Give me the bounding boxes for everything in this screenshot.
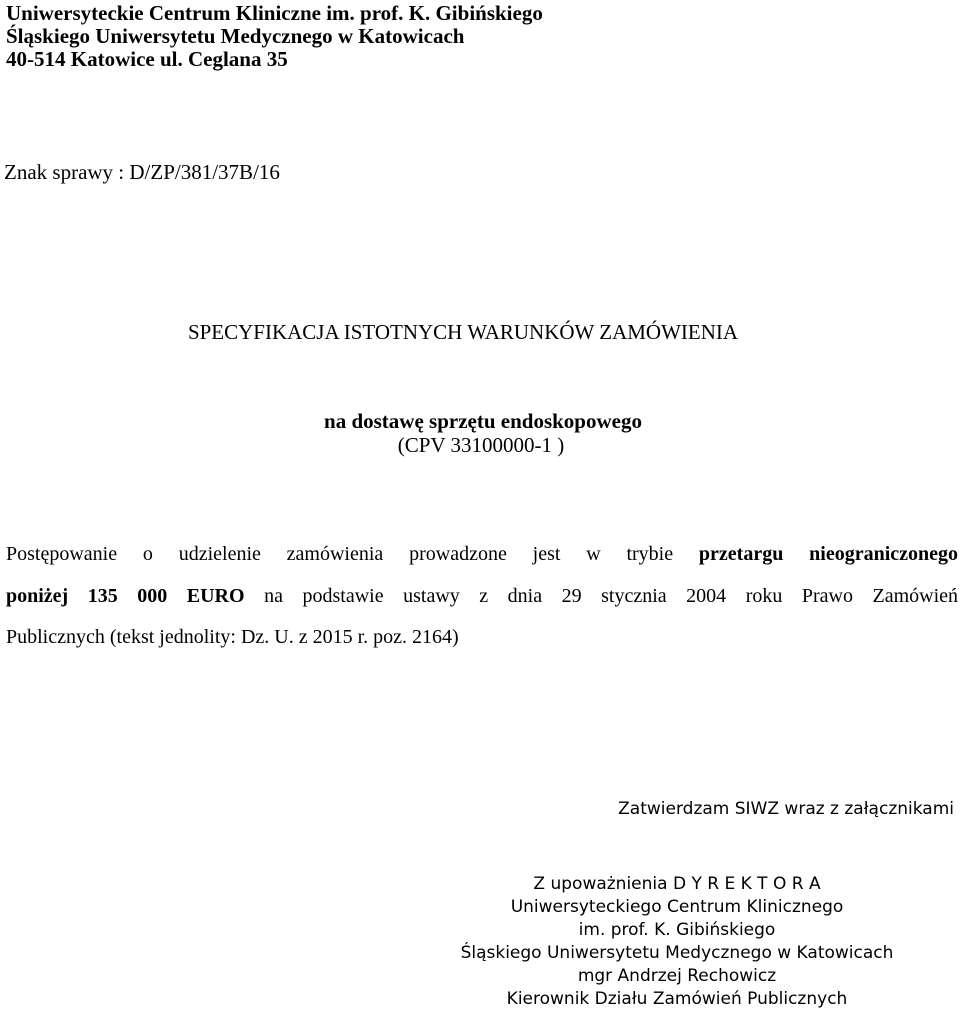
procurement-subject: na dostawę sprzętu endoskopowego <box>324 409 642 433</box>
signatory-name: mgr Andrzej Rechowicz <box>577 966 777 986</box>
threshold-text: poniżej 135 000 EURO <box>6 585 245 607</box>
address-line: 40-514 Katowice ul. Ceglana 35 <box>6 47 288 71</box>
procedure-paragraph-line-2 <box>6 584 958 608</box>
university-name-line: Śląskiego Uniwersytetu Medycznego w Katowicach <box>6 24 465 48</box>
cpv-code: (CPV 33100000-1 ) <box>397 433 565 457</box>
signature-authorization: Z upoważnienia D Y R E K T O R A <box>533 874 821 894</box>
case-number: Znak sprawy : D/ZP/381/37B/16 <box>4 160 280 184</box>
signature-center-name: Uniwersyteckiego Centrum Klinicznego <box>510 897 844 917</box>
procedure-text: Postępowanie o udzielenie zamówienia prowadzone jest w trybie <box>6 543 674 565</box>
document-title: SPECYFIKACJA ISTOTNYCH WARUNKÓW ZAMÓWIENIA <box>187 320 739 344</box>
institution-name-line: Uniwersyteckie Centrum Kliniczne im. prof. K. Gibińskiego <box>6 1 543 25</box>
procedure-paragraph-line-3: Publicznych (tekst jednolity: Dz. U. z 2015 r. poz. 2164) <box>6 626 459 648</box>
signature-university-name: Śląskiego Uniwersytetu Medycznego w Katowicach <box>460 943 894 963</box>
approval-statement: Zatwierdzam SIWZ wraz z załącznikami <box>618 799 954 819</box>
signatory-position: Kierownik Działu Zamówień Publicznych <box>506 989 848 1009</box>
signature-patron-name: im. prof. K. Gibińskiego <box>578 920 776 940</box>
legal-basis-text: na podstawie ustawy z dnia 29 stycznia 2004 roku Prawo Zamówień <box>264 585 959 607</box>
procedure-mode: przetargu nieograniczonego <box>698 543 959 565</box>
procedure-paragraph-line-1 <box>6 542 958 566</box>
